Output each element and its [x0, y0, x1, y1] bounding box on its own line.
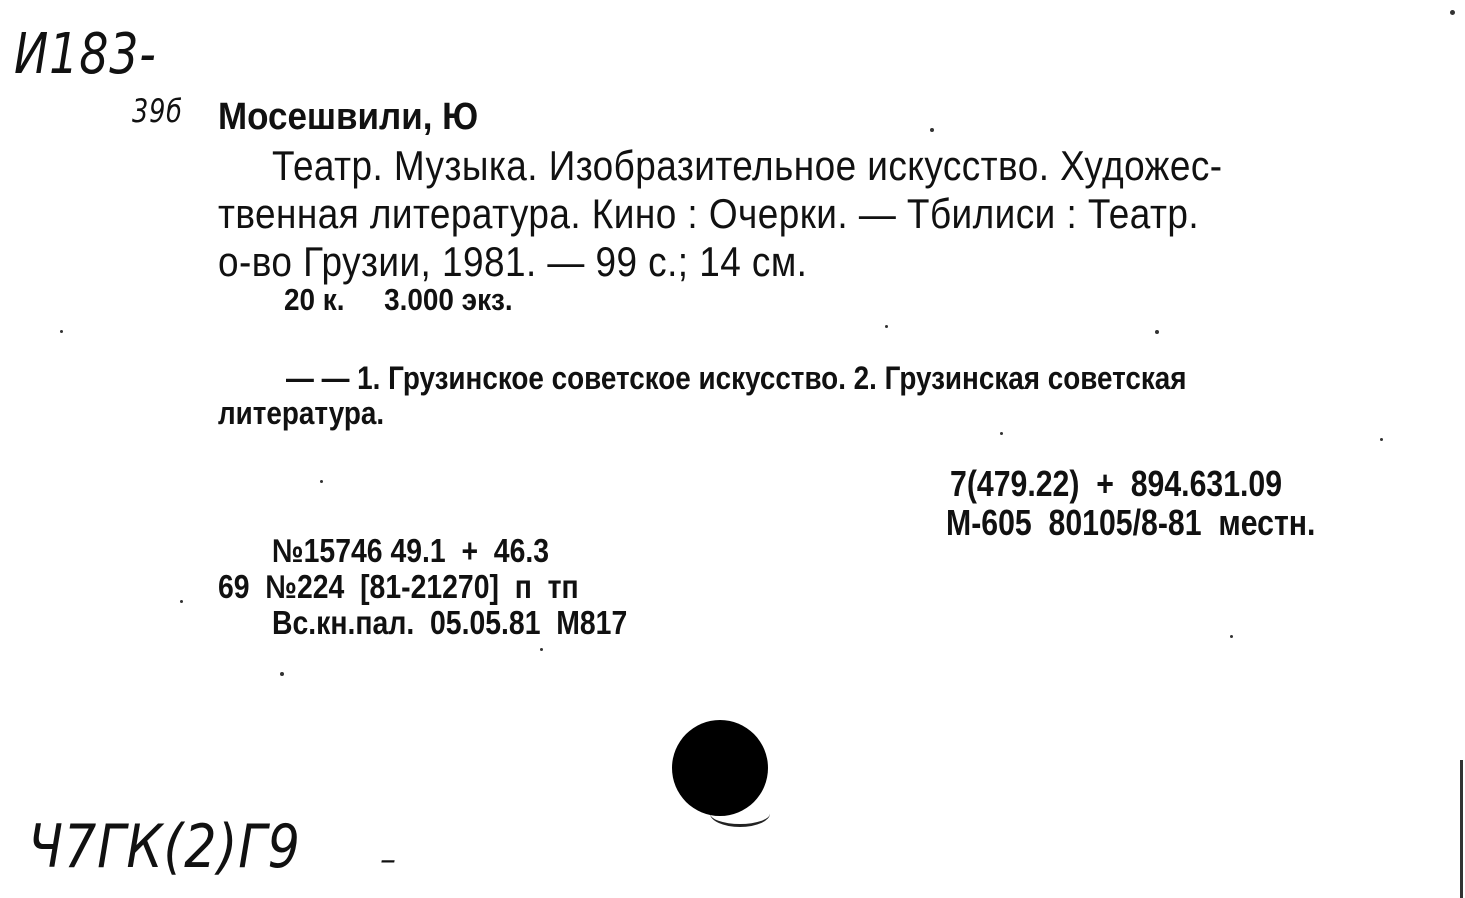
- registry-line: №15746 49.1 + 46.3: [272, 532, 550, 569]
- title-line: твенная литература. Кино : Очерки. — Тбилиси : Театр.: [218, 190, 1200, 237]
- handwritten-shelf-mark: Ч7ГК(2)Г9: [28, 812, 301, 882]
- punch-hole-shadow: [710, 800, 770, 827]
- scan-speck: [1230, 635, 1233, 638]
- title-line: Театр. Музыка. Изобразительное искусство. Художес-: [272, 142, 1223, 189]
- scan-speck: [1380, 438, 1383, 441]
- scan-speck: [1155, 330, 1159, 334]
- scan-speck: [930, 128, 934, 132]
- scan-speck: [180, 600, 183, 603]
- scan-speck: [1000, 432, 1003, 435]
- handwritten-call-number: И183-: [14, 22, 157, 87]
- author-heading: Мосешвили, Ю: [218, 96, 479, 138]
- classification-line: 7(479.22) + 894.631.09: [950, 463, 1283, 504]
- scan-speck: [280, 672, 284, 676]
- scan-speck: [320, 480, 323, 483]
- scan-speck: [1450, 10, 1455, 15]
- title-line: о-во Грузии, 1981. — 99 с.; 14 см.: [218, 238, 808, 285]
- price: 20 к.: [284, 282, 345, 317]
- handwritten-call-number-sub: 39б: [132, 92, 183, 130]
- scan-speck: [540, 648, 543, 651]
- registry-line: Вс.кн.пал. 05.05.81 М817: [272, 604, 628, 641]
- registry-line: 69 №224 [81-21270] п тп: [218, 568, 579, 605]
- price-copies-line: [284, 282, 513, 318]
- subjects-line: — — 1. Грузинское советское искусство. 2. Грузинская советская: [286, 360, 1187, 396]
- scan-speck: [885, 325, 888, 328]
- scan-speck: [60, 330, 63, 333]
- subjects-line: литература.: [218, 395, 385, 431]
- handwritten-dash: –: [380, 840, 397, 878]
- classification-line: М-605 80105/8-81 местн.: [946, 502, 1316, 543]
- card-edge: [1460, 760, 1463, 898]
- copies: 3.000 экз.: [384, 282, 513, 317]
